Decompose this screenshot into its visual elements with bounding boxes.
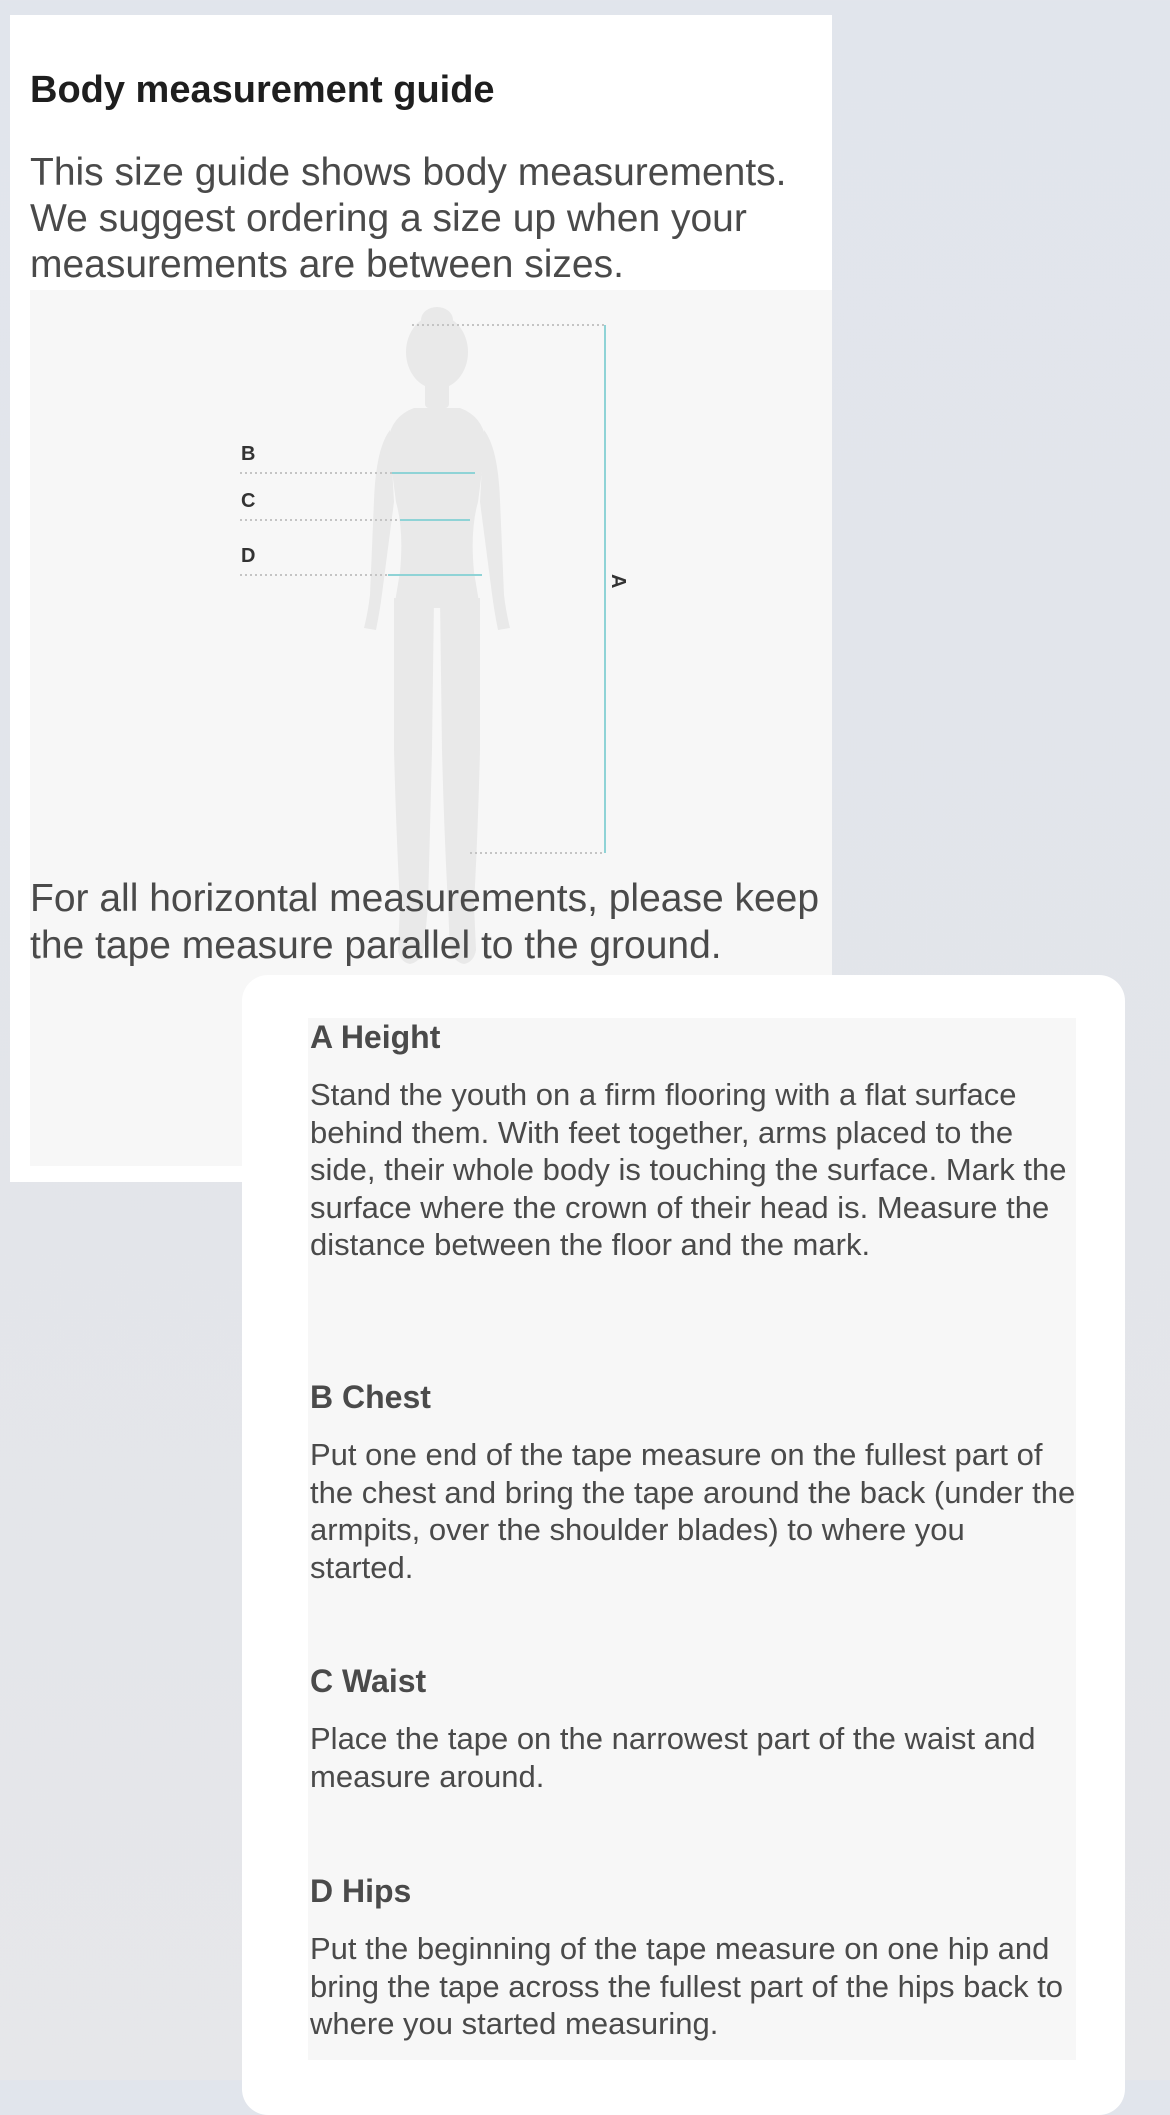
measurement-list (308, 1018, 1076, 2060)
measurement-item-chest (308, 1378, 1076, 1586)
horizontal-measure-note: For all horizontal measurements, please keep the tape measure parallel to the ground. (30, 877, 820, 967)
measurement-item-height (308, 1018, 1076, 1264)
measurement-description: Stand the youth on a firm flooring with a flat surface behind them. With feet together, arms placed to the side, their whole body is touching the surface. Mark the surface where the crown of their head is. Measure the distance between the floor and the mark. (310, 1077, 1067, 1263)
guide-intro: This size guide shows body measurements. We suggest ordering a size up when your measurements are between sizes. (30, 151, 787, 286)
measurement-item-waist (308, 1662, 1076, 1795)
measurement-title: A Height (310, 1019, 441, 1055)
label-d: D (241, 545, 256, 567)
measurement-title: C Waist (310, 1663, 427, 1699)
label-c: C (241, 490, 256, 512)
measurement-item-hips (308, 1872, 1076, 2043)
measurement-title: B Chest (310, 1379, 431, 1415)
measurement-title: D Hips (310, 1873, 412, 1909)
body-silhouette (364, 307, 510, 964)
guide-title: Body measurement guide (30, 69, 495, 111)
label-b: B (241, 443, 256, 465)
measurement-description: Put one end of the tape measure on the fullest part of the chest and bring the tape around the back (under the armpits, over the shoulder blades) to where you started. (310, 1437, 1076, 1585)
measurement-description: Place the tape on the narrowest part of the waist and measure around. (310, 1721, 1036, 1794)
label-a: A (607, 574, 629, 589)
measurement-description: Put the beginning of the tape measure on one hip and bring the tape across the fullest part of the hips back to where you started measuring. (310, 1931, 1064, 2042)
